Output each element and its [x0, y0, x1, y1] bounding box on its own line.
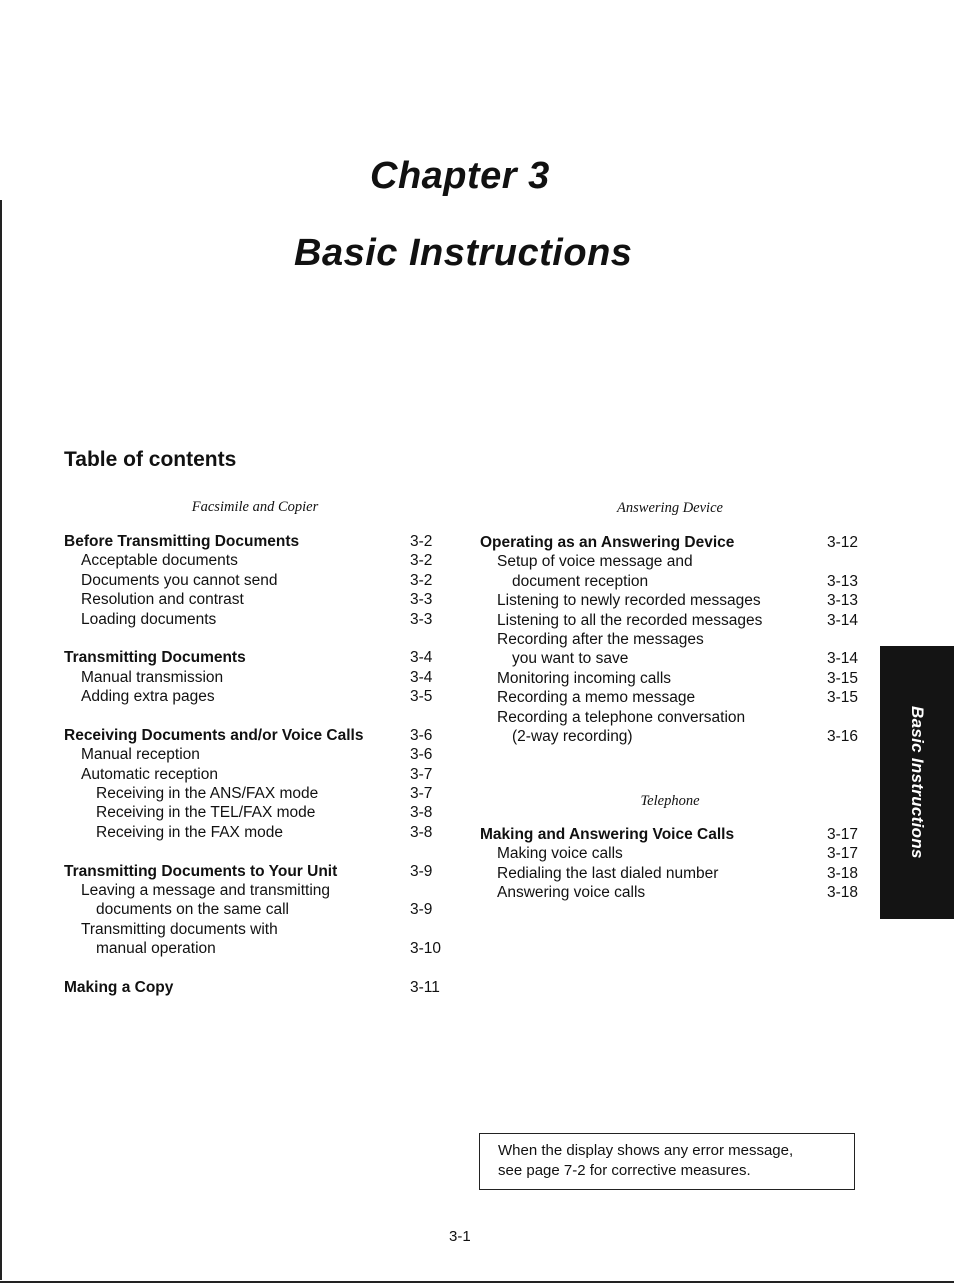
- toc-entry-text: Receiving Documents and/or Voice Calls: [64, 726, 364, 744]
- toc-page-number: 3-12: [827, 534, 859, 551]
- toc-entry-text: Recording after the messages: [497, 630, 704, 648]
- toc-entry-text: Recording a memo message: [497, 689, 696, 707]
- toc-entry-text: you want to save: [512, 650, 629, 668]
- toc-entry-text: Documents you cannot send: [81, 571, 278, 589]
- note-line-2: see page 7-2 for corrective measures.: [498, 1161, 751, 1179]
- toc-entry[interactable]: [480, 611, 865, 630]
- toc-page-number: 3-7: [410, 765, 433, 783]
- toc-entry-text: Transmitting Documents: [64, 649, 246, 667]
- toc-page-number: 3-10: [410, 940, 442, 958]
- toc-section-entry[interactable]: [64, 532, 449, 551]
- toc-entry[interactable]: [64, 939, 449, 958]
- toc-entry-text: Setup of voice message and: [497, 553, 693, 571]
- toc-spacer: [64, 629, 449, 648]
- telephone-list: [480, 825, 865, 903]
- toc-entry-text: Recording a telephone conversation: [497, 708, 746, 726]
- page-left-edge: [0, 200, 2, 1280]
- toc-page-number: 3-7: [410, 785, 433, 803]
- toc-entry[interactable]: [64, 920, 449, 939]
- note-line-1: When the display shows any error message,: [498, 1142, 794, 1159]
- toc-heading: Table of contents: [64, 448, 237, 471]
- toc-entry-text: Answering voice calls: [497, 884, 646, 902]
- toc-page-number: 3-3: [410, 610, 433, 628]
- toc-entry-text: (2-way recording): [512, 727, 633, 745]
- toc-entry[interactable]: [480, 688, 865, 707]
- toc-entry-text: Acceptable documents: [81, 552, 238, 570]
- toc-entry-text: Redialing the last dialed number: [497, 864, 719, 882]
- toc-page-number: 3-17: [827, 845, 859, 863]
- toc-entry-text: Before Transmitting Documents: [64, 533, 300, 550]
- toc-entry-text: Resolution and contrast: [81, 591, 244, 609]
- toc-section-entry[interactable]: [64, 648, 449, 667]
- toc-entry-text: manual operation: [96, 940, 216, 958]
- side-tab-label: Basic Instructions: [908, 706, 927, 859]
- toc-entry-text: Transmitting documents with: [81, 920, 278, 938]
- answering-device-list: [480, 533, 865, 746]
- toc-spacer: [64, 707, 449, 726]
- toc-section-entry[interactable]: [64, 726, 449, 745]
- toc-entry[interactable]: [64, 823, 449, 842]
- toc-entry[interactable]: [64, 745, 449, 764]
- toc-spacer: [64, 842, 449, 861]
- left-toc-list: [64, 532, 449, 997]
- toc-entry-text: Listening to all the recorded messages: [497, 611, 763, 629]
- toc-entry-text: Monitoring incoming calls: [497, 669, 672, 687]
- toc-page-number: 3-2: [410, 552, 433, 570]
- telephone-title: Telephone: [640, 793, 700, 809]
- toc-page-number: 3-8: [410, 823, 433, 841]
- toc-entry-text: Operating as an Answering Device: [480, 534, 735, 551]
- toc-page-number: 3-15: [827, 669, 859, 687]
- toc-entry[interactable]: [64, 881, 449, 900]
- toc-entry[interactable]: [64, 610, 449, 629]
- toc-entry[interactable]: [64, 668, 449, 687]
- toc-page-number: 3-9: [410, 901, 433, 919]
- toc-section-entry[interactable]: [480, 533, 865, 552]
- toc-page-number: 3-6: [410, 726, 433, 744]
- toc-page-number: 3-2: [410, 533, 433, 550]
- toc-entry[interactable]: [64, 765, 449, 784]
- toc-entry[interactable]: [480, 591, 865, 610]
- toc-entry[interactable]: [480, 630, 865, 649]
- toc-entry[interactable]: [64, 571, 449, 590]
- toc-page-number: 3-16: [827, 727, 859, 745]
- toc-page-number: 3-4: [410, 668, 433, 686]
- left-column-title: Facsimile and Copier: [191, 499, 319, 515]
- toc-entry[interactable]: [64, 551, 449, 570]
- toc-entry-text: Making voice calls: [497, 845, 623, 863]
- toc-entry[interactable]: [480, 708, 865, 727]
- toc-page-number: 3-9: [410, 862, 433, 880]
- chapter-label: Chapter 3: [370, 155, 550, 197]
- answering-device-title: Answering Device: [617, 500, 723, 516]
- toc-entry-text: Manual reception: [81, 746, 200, 764]
- chapter-title: Basic Instructions: [294, 232, 633, 274]
- toc-page-number: 3-13: [827, 572, 859, 590]
- page-number: 3-1: [449, 1228, 471, 1245]
- toc-page-number: 3-18: [827, 864, 859, 882]
- toc-entry-text: Making a Copy: [64, 978, 174, 996]
- toc-entry[interactable]: [480, 864, 865, 883]
- toc-entry[interactable]: [64, 900, 449, 919]
- toc-page-number: 3-14: [827, 611, 859, 629]
- toc-entry-text: document reception: [512, 572, 649, 590]
- toc-page-number: 3-18: [827, 884, 859, 902]
- toc-entry[interactable]: [480, 844, 865, 863]
- toc-entry-text: Receiving in the FAX mode: [96, 823, 283, 841]
- toc-page-number: 3-13: [827, 592, 859, 610]
- toc-page-number: 3-11: [410, 978, 440, 996]
- toc-spacer: [64, 959, 449, 978]
- toc-entry-text: Receiving in the TEL/FAX mode: [96, 804, 316, 822]
- toc-entry[interactable]: [480, 883, 865, 902]
- toc-entry-text: Making and Answering Voice Calls: [480, 826, 735, 843]
- toc-page-number: 3-2: [410, 571, 433, 589]
- toc-entry-text: Receiving in the ANS/FAX mode: [96, 785, 319, 803]
- side-section-tab[interactable]: [880, 646, 954, 919]
- page-bottom-edge: [0, 1281, 954, 1283]
- toc-section-entry[interactable]: [64, 978, 449, 997]
- toc-entry[interactable]: [480, 727, 865, 746]
- toc-entry-text: Automatic reception: [81, 765, 218, 783]
- toc-page-number: 3-6: [410, 746, 433, 764]
- toc-entry[interactable]: [64, 803, 449, 822]
- toc-page-number: 3-3: [410, 591, 433, 609]
- toc-entry[interactable]: [64, 687, 449, 706]
- toc-page-number: 3-4: [410, 649, 433, 667]
- toc-page-number: 3-5: [410, 688, 433, 706]
- toc-page-number: 3-17: [827, 826, 859, 843]
- error-note-box: [479, 1133, 855, 1190]
- toc-page-number: 3-14: [827, 650, 859, 668]
- toc-entry-text: Leaving a message and transmitting: [81, 882, 331, 900]
- toc-entry[interactable]: [64, 784, 449, 803]
- toc-entry-text: Manual transmission: [81, 668, 224, 686]
- toc-page-number: 3-8: [410, 804, 433, 822]
- toc-entry-text: documents on the same call: [96, 901, 289, 919]
- toc-section-entry[interactable]: [64, 862, 449, 881]
- toc-entry[interactable]: [480, 552, 865, 571]
- toc-page-number: 3-15: [827, 689, 859, 707]
- toc-entry-text: Transmitting Documents to Your Unit: [64, 862, 338, 880]
- toc-entry[interactable]: [480, 649, 865, 668]
- toc-entry-text: Listening to newly recorded messages: [497, 592, 761, 610]
- toc-entry[interactable]: [480, 572, 865, 591]
- toc-entry[interactable]: [480, 669, 865, 688]
- toc-section-entry[interactable]: [480, 825, 865, 844]
- toc-entry-text: Adding extra pages: [81, 688, 215, 706]
- toc-entry-text: Loading documents: [81, 610, 217, 628]
- toc-entry[interactable]: [64, 590, 449, 609]
